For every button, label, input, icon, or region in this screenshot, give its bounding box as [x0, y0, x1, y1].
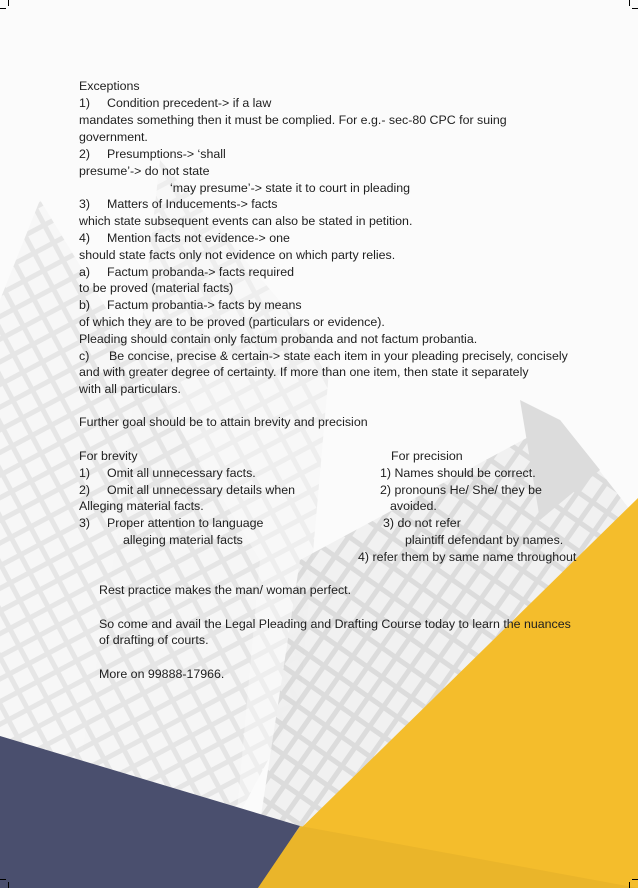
- brevity-number: 2): [79, 483, 91, 497]
- precision-item: avoided.: [390, 499, 437, 513]
- brevity-number: 1): [79, 466, 91, 480]
- pleading-statement: Pleading should contain only factum probanda and not factum probantia.: [79, 332, 478, 346]
- exception-number: 4): [79, 231, 91, 245]
- brevity-heading: For brevity: [79, 449, 138, 463]
- brevity-item: Alleging material facts.: [79, 499, 204, 513]
- crop-mark-bottom-left: [0, 879, 6, 880]
- exception-text: presume’-> do not state: [79, 164, 210, 178]
- exception-text: Matters of Inducements-> facts: [107, 197, 278, 211]
- sub-item-text: Factum probantia-> facts by means: [107, 298, 302, 312]
- crop-mark-top-left: [0, 8, 6, 9]
- crop-mark-top-left-v: [8, 0, 9, 6]
- exception-text: Presumptions-> ‘shall: [107, 147, 226, 161]
- precision-item: 3) do not refer: [383, 516, 461, 530]
- precision-item: 4) refer them by same name throughout: [358, 550, 577, 564]
- sub-item-text: of which they are to be proved (particulars or evidence).: [79, 315, 385, 329]
- sub-item-letter: c): [79, 349, 90, 363]
- precision-item: 1) Names should be correct.: [380, 466, 536, 480]
- sub-item-text: Factum probanda-> facts required: [107, 265, 294, 279]
- invite-line: So come and avail the Legal Pleading and Drafting Course today to learn the nuances: [99, 617, 571, 631]
- brevity-item: Omit all unnecessary facts.: [107, 466, 256, 480]
- practice-line: Rest practice makes the man/ woman perfect.: [99, 583, 352, 597]
- sub-item-text: to be proved (material facts): [79, 281, 234, 295]
- contact-line: More on 99888-17966.: [99, 667, 225, 681]
- exception-text: which state subsequent events can also be stated in petition.: [79, 214, 413, 228]
- precision-item: plaintiff defendant by names.: [405, 533, 564, 547]
- precision-heading: For precision: [391, 449, 463, 463]
- exception-text: mandates something then it must be complied. For e.g.- sec-80 CPC for suing: [79, 113, 507, 127]
- precision-item: 2) pronouns He/ She/ they be: [380, 483, 542, 497]
- invite-line: of drafting of courts.: [99, 633, 209, 647]
- exception-text: should state facts only not evidence on which party relies.: [79, 248, 396, 262]
- brevity-item: alleging material facts: [123, 533, 243, 547]
- sub-item-text: with all particulars.: [79, 382, 181, 396]
- brevity-item: Omit all unnecessary details when: [107, 483, 296, 497]
- exception-text: Condition precedent-> if a law: [107, 96, 272, 110]
- brevity-item: Proper attention to language: [107, 516, 264, 530]
- crop-mark-top-right: [632, 8, 638, 9]
- exception-text: ‘may presume’-> state it to court in pleading: [170, 181, 411, 195]
- crop-mark-top-right-v: [629, 0, 630, 6]
- goal-statement: Further goal should be to attain brevity and precision: [79, 415, 368, 429]
- exception-text: Mention facts not evidence-> one: [107, 231, 290, 245]
- exception-number: 2): [79, 147, 91, 161]
- exception-text: government.: [79, 130, 148, 144]
- brevity-number: 3): [79, 516, 91, 530]
- sub-item-text: Be concise, precise & certain-> state each item in your pleading precisely, concisely: [109, 349, 568, 363]
- crop-mark-bottom-left-v: [8, 882, 9, 888]
- exception-number: 1): [79, 96, 91, 110]
- sub-item-letter: a): [79, 265, 91, 279]
- crop-mark-bottom-right: [632, 879, 638, 880]
- exceptions-heading: Exceptions: [79, 79, 140, 93]
- sub-item-letter: b): [79, 298, 91, 312]
- crop-mark-bottom-right-v: [629, 882, 630, 888]
- exception-number: 3): [79, 197, 91, 211]
- sub-item-text: and with greater degree of certainty. If more than one item, then state it separately: [79, 365, 529, 379]
